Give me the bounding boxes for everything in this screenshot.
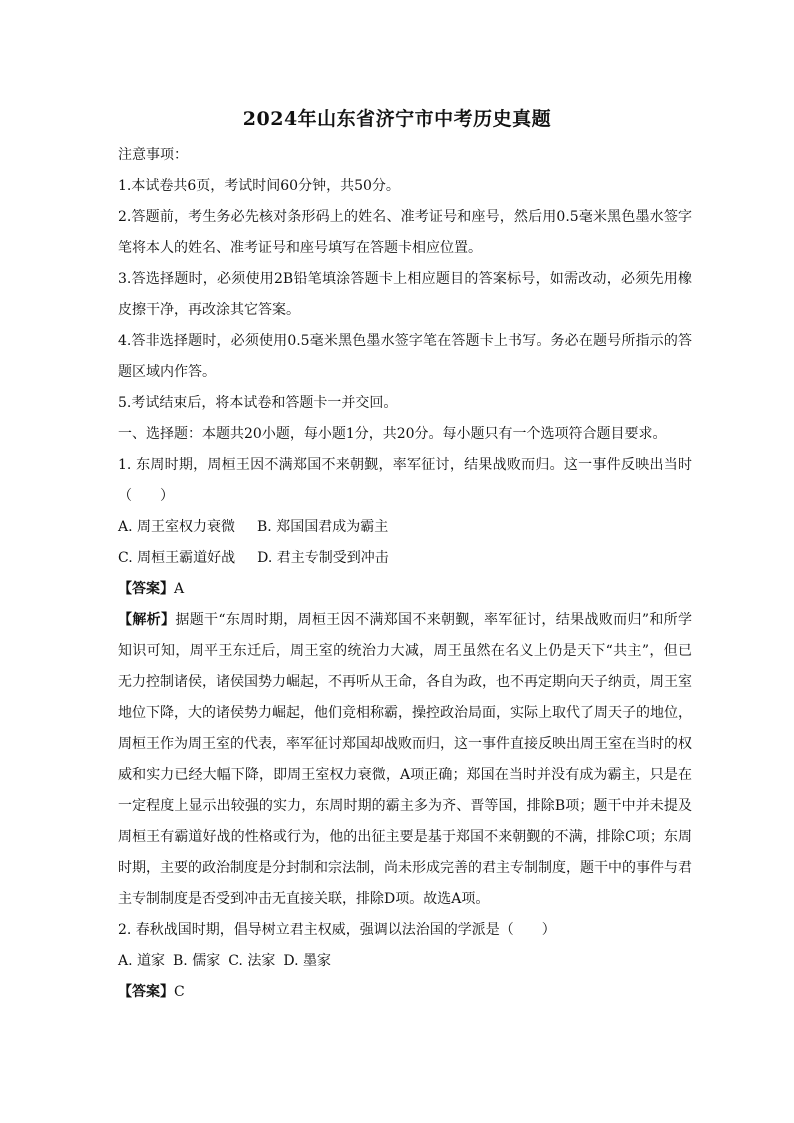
question-2-answer xyxy=(118,977,692,1008)
question-1-options-row-2 xyxy=(118,543,692,574)
question-2-option-a: A. 道家 xyxy=(118,953,166,969)
question-1-option-c: C. 周桓王霸道好战 xyxy=(118,550,236,566)
question-2-option-d: D. 墨家 xyxy=(283,953,331,969)
page-title: 2024年山东省济宁市中考历史真题 xyxy=(242,108,552,130)
question-1-answer xyxy=(118,574,692,605)
question-2-stem: 2. 春秋战国时期，倡导树立君主权威，强调以法治国的学派是（ ） xyxy=(118,922,556,938)
document-body xyxy=(118,140,692,1008)
notice-item-2: 2.答题前，考生务必先核对条形码上的姓名、准考证号和座号，然后用0.5毫米黑色墨水签字笔将本人的姓名、准考证号和座号填写在答题卡相应位置。 xyxy=(118,209,692,256)
answer-value: A xyxy=(174,581,185,597)
notice-item-1: 1.本试卷共6页，考试时间60分钟，共50分。 xyxy=(118,178,400,194)
question-1-options-row-1 xyxy=(118,512,692,543)
question-2-option-c: C. 法家 xyxy=(228,953,276,969)
notice-heading: 注意事项： xyxy=(118,147,188,163)
question-1-option-a: A. 周王室权力衰微 xyxy=(118,519,236,535)
question-1-analysis xyxy=(118,605,692,915)
question-1-option-d: D. 君主专制受到冲击 xyxy=(257,550,389,566)
answer-value: C xyxy=(174,984,185,1000)
question-2-option-b: B. 儒家 xyxy=(173,953,221,969)
question-1-option-b: B. 郑国国君成为霸主 xyxy=(257,519,389,535)
question-1-stem: 1. 东周时期，周桓王因不满郑国不来朝觐，率军征讨，结果战败而归。这一事件反映出当时（ ） xyxy=(118,457,692,504)
answer-label: 【答案】 xyxy=(118,581,174,597)
analysis-label: 【解析】 xyxy=(118,612,176,628)
question-2-options xyxy=(118,946,692,977)
notice-item-5: 5.考试结束后，将本试卷和答题卡一并交回。 xyxy=(118,395,398,411)
analysis-text: 据题干“东周时期，周桓王因不满郑国不来朝觐，率军征讨，结果战败而归”和所学知识可知，周平王东迁后，周王室的统治力大减，周王虽然在名义上仍是天下“共主”，但已无力控制诸侯，诸侯国势力崛起，不再听从王命，各自为政，也不再定期向天子纳贡，周王室地位下降，大的诸侯势力崛起，他们竞相称霸，操控政治局面，实际上取代了周天子的地位，周桓王作为周王室的代表，率军征讨郑国却战败而归，这一事件直接反映出周王室在当时的权威和实力已经大幅下降，即周王室权力衰微，A项正确；郑国在当时并没有成为霸主，只是在一定程度上显示出较强的实力，东周时期的霸主多为齐、晋等国，排除B项；题干中并未提及周桓王有霸道好战的性格或行为，他的出征主要是基于郑国不来朝觐的不满，排除C项；东周时期，主要的政治制度是分封制和宗法制，尚未形成完善的君主专制制度，题干中的事件与君主专制制度是否受到冲击无直接关联，排除D项。故选A项。 xyxy=(118,612,693,907)
notice-item-4: 4.答非选择题时，必须使用0.5毫米黑色墨水签字笔在答题卡上书写。务必在题号所指示的答题区域内作答。 xyxy=(118,333,692,380)
notice-item-3: 3.答选择题时，必须使用2B铅笔填涂答题卡上相应题目的答案标号，如需改动，必须先用橡皮擦干净，再改涂其它答案。 xyxy=(118,271,692,318)
answer-label: 【答案】 xyxy=(118,984,174,1000)
section-heading: 一、选择题：本题共20小题，每小题1分，共20分。每小题只有一个选项符合题目要求。 xyxy=(118,426,667,442)
